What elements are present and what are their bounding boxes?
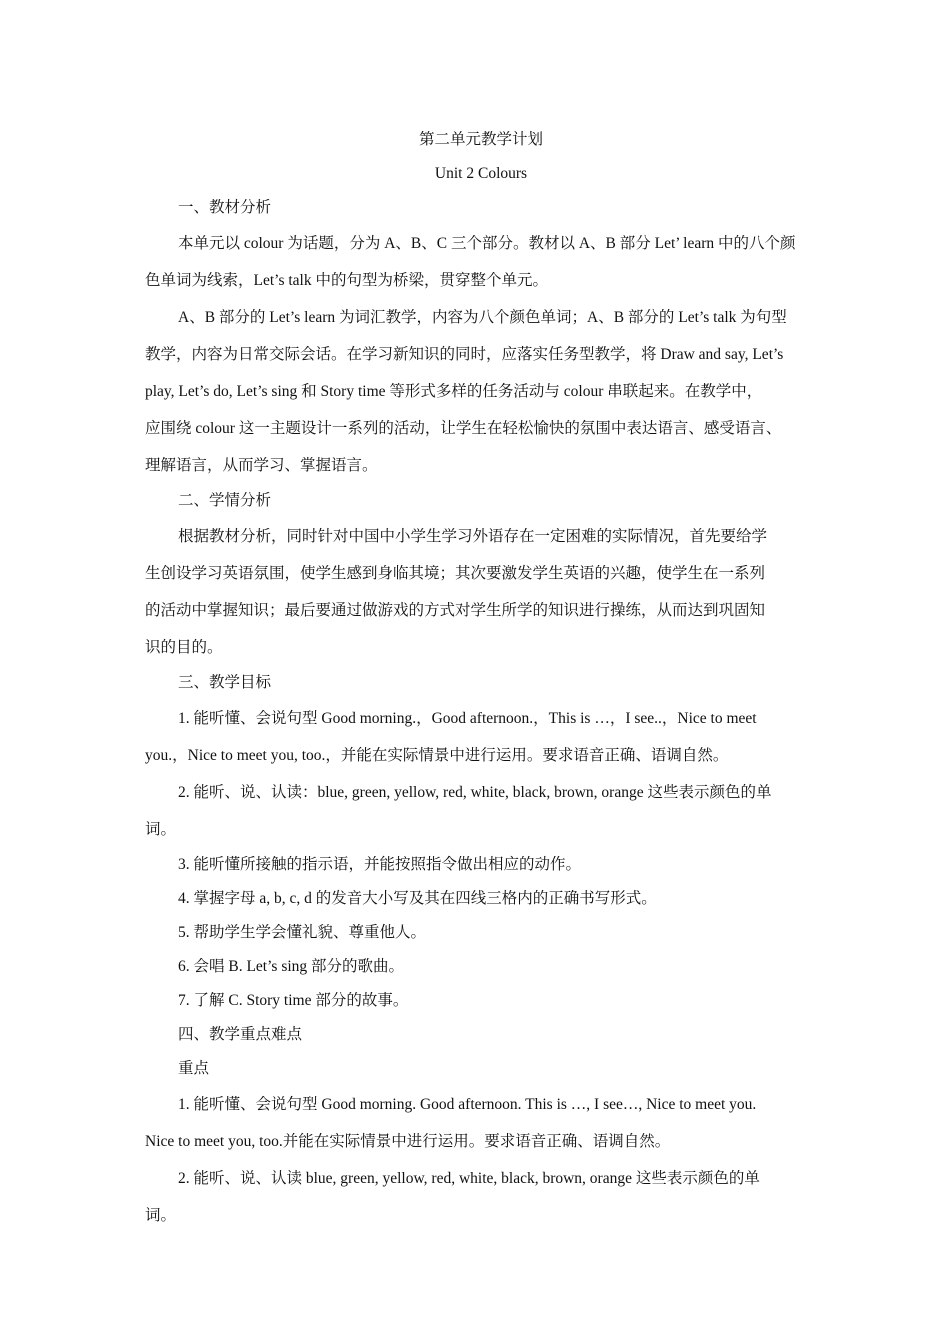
- section-heading-key-points: 四、教学重点难点: [178, 1026, 303, 1043]
- paragraph-line: 词。: [145, 1207, 177, 1224]
- paragraph-line: 词。: [145, 821, 177, 838]
- paragraph-line: play, Let’s do, Let’s sing 和 Story time 等形式多样的任务活动与 colour 串联起来。在教学中，: [145, 383, 763, 400]
- goal-item-2: [145, 774, 817, 848]
- goal-item-3: 3. 能听懂所接触的指示语，并能按照指令做出相应的动作。: [178, 856, 582, 873]
- paragraph-line: 2. 能听、说、认读：blue, green, yellow, red, white, black, brown, orange 这些表示颜色的单: [178, 784, 772, 801]
- paragraph-textbook-1: [145, 225, 817, 299]
- section-heading-textbook-analysis: 一、教材分析: [178, 199, 272, 216]
- paragraph-line: 色单词为线索，Let’s talk 中的句型为桥梁，贯穿整个单元。: [145, 272, 548, 289]
- key-point-item-1: [145, 1086, 817, 1160]
- document-title: 第二单元教学计划: [418, 131, 543, 148]
- goal-item-5: 5. 帮助学生学会懂礼貌、尊重他人。: [178, 924, 427, 941]
- paragraph-line: 根据教材分析，同时针对中国中小学生学习外语存在一定困难的实际情况，首先要给学: [178, 528, 768, 545]
- paragraph-line: 本单元以 colour 为话题，分为 A、B、C 三个部分。教材以 A、B 部分 Let’ learn 中的八个颜: [178, 235, 796, 252]
- section-heading-teaching-goals: 三、教学目标: [178, 674, 272, 691]
- goal-item-7: 7. 了解 C. Story time 部分的故事。: [178, 992, 409, 1009]
- paragraph-student-analysis: [145, 518, 817, 666]
- document-body: [145, 123, 817, 1234]
- paragraph-line: A、B 部分的 Let’s learn 为词汇教学，内容为八个颜色单词；A、B 部分的 Let’s talk 为句型: [178, 309, 787, 326]
- paragraph-line: 理解语言，从而学习、掌握语言。: [145, 457, 378, 474]
- document-subtitle: Unit 2 Colours: [434, 165, 528, 182]
- goal-item-6: 6. 会唱 B. Let’s sing 部分的歌曲。: [178, 958, 405, 975]
- paragraph-line: 教学，内容为日常交际会话。在学习新知识的同时，应落实任务型教学，将 Draw and say, Let’s: [145, 346, 784, 363]
- paragraph-line: 应围绕 colour 这一主题设计一系列的活动，让学生在轻松愉快的氛围中表达语言、感受语言、: [145, 420, 782, 437]
- section-heading-student-analysis: 二、学情分析: [178, 492, 272, 509]
- key-point-item-2: [145, 1160, 817, 1234]
- paragraph-line: Nice to meet you, too.并能在实际情景中进行运用。要求语音正确、语调自然。: [145, 1133, 671, 1150]
- paragraph-textbook-2: [145, 299, 817, 484]
- goal-item-4: 4. 掌握字母 a, b, c, d 的发音大小写及其在四线三格内的正确书写形式。: [178, 890, 657, 907]
- subheading-key-points: 重点: [178, 1060, 210, 1077]
- paragraph-line: 2. 能听、说、认读 blue, green, yellow, red, white, black, brown, orange 这些表示颜色的单: [178, 1170, 760, 1187]
- goal-item-1: [145, 700, 817, 774]
- paragraph-line: 1. 能听懂、会说句型 Good morning. Good afternoon. This is …, I see…, Nice to meet you.: [178, 1096, 757, 1113]
- paragraph-line: 的活动中掌握知识；最后要通过做游戏的方式对学生所学的知识进行操练，从而达到巩固知: [145, 602, 766, 619]
- paragraph-line: 生创设学习英语氛围，使学生感到身临其境；其次要激发学生英语的兴趣，使学生在一系列: [145, 565, 766, 582]
- paragraph-line: 1. 能听懂、会说句型 Good morning.，Good afternoon.，This is …，I see..，Nice to meet: [178, 710, 757, 727]
- paragraph-line: you.，Nice to meet you, too.，并能在实际情景中进行运用。要求语音正确、语调自然。: [145, 747, 729, 764]
- paragraph-line: 识的目的。: [145, 639, 223, 656]
